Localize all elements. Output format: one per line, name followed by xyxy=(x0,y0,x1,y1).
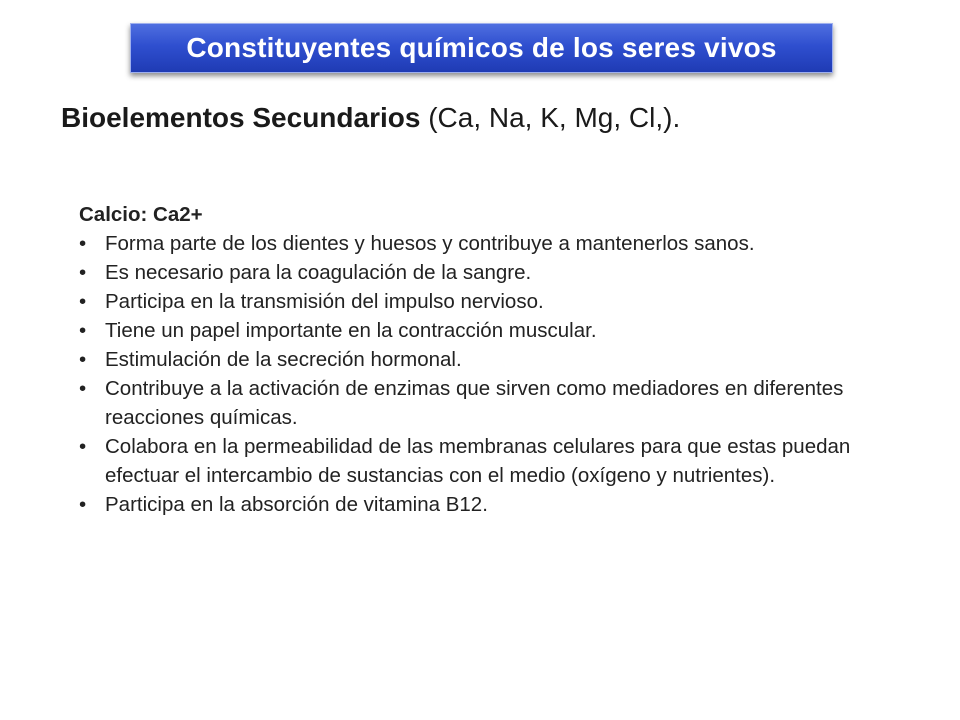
bullet-icon: • xyxy=(79,290,87,313)
bullet-item xyxy=(79,374,879,432)
bullet-item xyxy=(79,490,879,519)
bullet-text: Participa en la absorción de vitamina B12. xyxy=(105,493,488,516)
title-banner xyxy=(130,23,833,73)
bullet-text: Colabora en la permeabilidad de las membranas celulares para que estas puedan efectuar el intercambio de sustancias con el medio (oxígeno y nutrientes). xyxy=(105,435,851,487)
bullet-item xyxy=(79,258,879,287)
content-block xyxy=(79,200,879,519)
bullet-icon: • xyxy=(79,348,87,371)
bullet-text: Forma parte de los dientes y huesos y contribuye a mantenerlos sanos. xyxy=(105,232,755,255)
bullet-item xyxy=(79,229,879,258)
bullet-text: Estimulación de la secreción hormonal. xyxy=(105,348,462,371)
bullet-item xyxy=(79,345,879,374)
bullet-icon: • xyxy=(79,493,87,516)
subtitle xyxy=(61,102,680,134)
bullet-item xyxy=(79,432,879,490)
bullet-icon: • xyxy=(79,261,87,284)
bullet-text: Participa en la transmisión del impulso nervioso. xyxy=(105,290,544,313)
bullet-text: Tiene un papel importante en la contracción muscular. xyxy=(105,319,597,342)
bullet-icon: • xyxy=(79,232,87,255)
bullet-icon: • xyxy=(79,377,87,400)
bullet-item xyxy=(79,287,879,316)
bullet-text: Es necesario para la coagulación de la sangre. xyxy=(105,261,532,284)
section-heading: Calcio: Ca2+ xyxy=(79,203,203,226)
slide-title: Constituyentes químicos de los seres vivos xyxy=(186,32,777,63)
bullet-text: Contribuye a la activación de enzimas que sirven como mediadores en diferentes reacciones químicas. xyxy=(105,377,844,429)
bullet-icon: • xyxy=(79,435,87,458)
bullet-list xyxy=(79,229,879,519)
bullet-icon: • xyxy=(79,319,87,342)
subtitle-elements: (Ca, Na, K, Mg, Cl,). xyxy=(420,102,681,133)
subtitle-bold: Bioelementos Secundarios xyxy=(61,102,421,133)
bullet-item xyxy=(79,316,879,345)
